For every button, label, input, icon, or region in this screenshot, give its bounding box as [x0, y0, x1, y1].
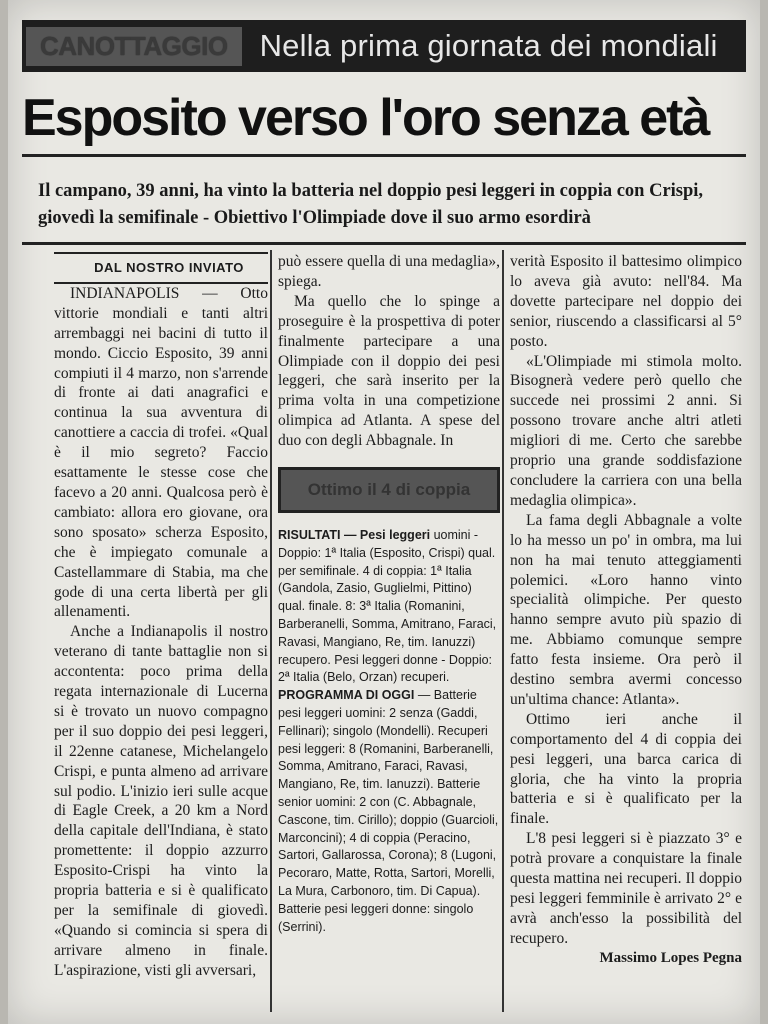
- kicker: Nella prima giornata dei mondiali: [259, 28, 718, 63]
- author-signature: Massimo Lopes Pegna: [599, 949, 742, 966]
- paragraph: può essere quella di una medaglia», spiega.: [278, 253, 500, 290]
- program-paragraph: [278, 687, 500, 936]
- subhead-rule: [22, 242, 746, 245]
- paragraph: Ma quello che lo spinge a proseguire è la prospettiva di poter finalmente partecipare a una Olimpiade con il doppio dei pesi leggeri, che sarà inserito per la prima volta in una competizione olimpica ad Atlanta. A spese del duo con degli Abbagnale. In: [278, 292, 500, 450]
- headline-rule: [22, 154, 746, 157]
- results-heading: RISULTATI — Pesi leggeri: [278, 528, 431, 543]
- paragraph: «L'Olimpiade mi stimola molto. Bisognerà vedere però quello che succede nei prossimi 2 anni. Si possono trovare anche altri atleti migliori di me. Certo che sarebbe proprio una grande soddisfazione concludere la carriera con una bella medaglia olimpica».: [510, 352, 742, 509]
- article-column-3: [510, 252, 742, 1012]
- program-heading: PROGRAMMA DI OGGI: [278, 688, 415, 703]
- byline: DAL NOSTRO INVIATO: [54, 252, 268, 284]
- column-divider: [270, 250, 272, 1012]
- article-column-2: [278, 252, 500, 1012]
- paragraph: verità Esposito il battesimo olimpico lo aveva già avuto: nell'84. Ma dovette partecipare nel doppio dei senior, riuscendo a classificarsi al 5° posto.: [510, 253, 742, 350]
- kicker-bar: [22, 20, 746, 72]
- newspaper-page: [8, 0, 760, 1024]
- headline: Esposito verso l'oro senza età: [22, 89, 709, 147]
- paragraph: Ottimo ieri anche il comportamento del 4 di coppia dei pesi leggeri, una barca carica di gloria, che ha vinto la propria batteria e si è qualificato per la finale.: [510, 710, 742, 828]
- program-text: — Batterie pesi leggeri uomini: 2 senza (Gaddi, Fellinari); singolo (Mondelli). Recuperi pesi leggeri: 8 (Romanini, Barberanelli, Somma, Amitrano, Faraci, Ravasi, Mangiano, Re, tim. Ianuzzi). Batterie senior uomini: 2 con (C. Abbagnale, Cascone, tim. Cirillo); doppio (Guarcioli, Marconcini); 4 di coppia (Peracino, Sartori, Gallarossa, Corona); 8 (Lugoni, Pecoraro, Matte, Rotta, Sartori, Morelli, La Mura, Carbonoro, tim. Di Capua). Batterie pesi leggeri donne: singolo (Serrini).: [278, 688, 499, 934]
- section-label: CANOTTAGGIO: [26, 27, 242, 66]
- column-divider: [502, 250, 504, 1012]
- results-text: uomini - Doppio: 1ª Italia (Esposito, Crispi) qual. per semifinale. 4 di coppia: 1ª Italia (Gandola, Zasio, Guglielmi, Pittino) qual. finale. 8: 3ª Italia (Romanini, Barberanelli, Somma, Amitrano, Faraci, Ravasi, Mangiano, Re, tim. Ianuzzi) recupero. Pesi leggeri donne - Doppio: 2ª Italia (Belo, Orzan) recuperi.: [278, 528, 497, 685]
- results-block: [278, 527, 500, 936]
- subhead: Il campano, 39 anni, ha vinto la batteria nel doppio pesi leggeri in coppia con Crispi, giovedì la semifinale - Obiettivo l'Olimpiade dove il suo armo esordirà: [38, 181, 704, 228]
- paragraph: La fama degli Abbagnale a volte lo ha messo un po' in ombra, ma lui non ha mai tenuto atteggiamenti polemici. «Loro hanno vinto specialità olimpiche. Per questo hanno sempre avuto più spazio di me. Abbiamo comunque sempre fatto festa insieme. Ora però il destino sembra avermi concesso un'ultima chance: Atlanta».: [510, 511, 742, 708]
- paragraph: L'8 pesi leggeri si è piazzato 3° e potrà provare a conquistare la finale questa mattina nei recuperi. Il doppio pesi leggeri femminile è arrivato 2° e avrà anch'esso la possibilità del recupero.: [510, 830, 742, 947]
- results-paragraph: [278, 527, 500, 687]
- results-box-title: Ottimo il 4 di coppia: [278, 467, 500, 513]
- paragraph: Anche a Indianapolis il nostro veterano di tante battaglie non si accontenta: poco prima della regata internazionale di Lucerna si è trovato un nuovo compagno per il suo doppio dei pesi leggeri, il 22enne catanese, Michelangelo Crispi, e punta almeno ad arrivare sul podio. L'inizio ieri sulle acque di Eagle Creek, a 20 km a Nord della capitale dell'Indiana, è stato promettente: il doppio azzurro Esposito-Crispi ha vinto la propria batteria e si è qualificato per la semifinale di giovedì. «Quando si comincia si spera di arrivare almeno in finale. L'aspirazione, visti gli avversari,: [54, 623, 268, 979]
- paragraph: INDIANAPOLIS — Otto vittorie mondiali e tanti altri arrembaggi nei bacini di tutto il mondo. Ciccio Esposito, 39 anni compiuti il 4 marzo, non s'arrende di fronte ai dati anagrafici e continua la sua avventura di canottiere a caccia di trofei. «Qual è il mio segreto? Faccio esattamente le stesse cose che facevo a 20 anni. Qualcosa però è cambiato: allora ero giovane, ora sono sposato» scherza Esposito, che è impiegato comunale a Castellammare di Stabia, ma che gode di una certa libertà per gli allenamenti.: [54, 284, 268, 621]
- article-column-1: [54, 252, 268, 1012]
